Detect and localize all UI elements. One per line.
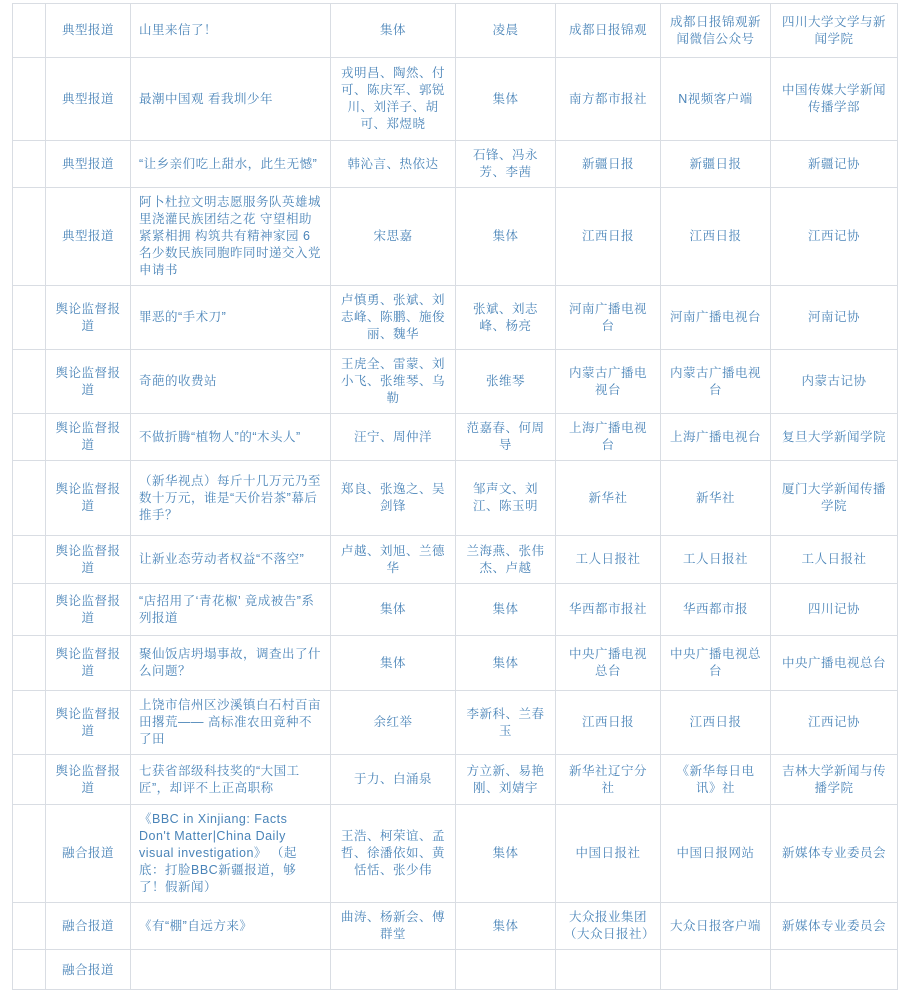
- table-row: [13, 584, 898, 636]
- authors-cell: 韩沁言、热依达: [331, 141, 456, 188]
- title-cell: 山里来信了！: [131, 4, 331, 58]
- authors-cell: 集体: [331, 636, 456, 691]
- index-cell: [13, 536, 46, 584]
- publisher-cell: 江西日报: [556, 691, 661, 755]
- category-cell: 融合报道: [46, 903, 131, 950]
- table-row: [13, 58, 898, 141]
- category-cell: 典型报道: [46, 141, 131, 188]
- publisher-cell: 成都日报锦观: [556, 4, 661, 58]
- publisher-cell: 南方都市报社: [556, 58, 661, 141]
- category-cell: 舆论监督报道: [46, 414, 131, 461]
- recommender-cell: 江西记协: [771, 691, 898, 755]
- recommender-cell: 四川大学文学与新闻学院: [771, 4, 898, 58]
- editors-cell: 李新科、兰春玉: [456, 691, 556, 755]
- publisher-cell: 中国日报社: [556, 805, 661, 903]
- editors-cell: [456, 950, 556, 990]
- index-cell: [13, 188, 46, 286]
- title-cell: 罪恶的“手术刀”: [131, 286, 331, 350]
- table-row: [13, 188, 898, 286]
- publisher-cell: 中央广播电视总台: [556, 636, 661, 691]
- table-row: [13, 691, 898, 755]
- publisher-cell: 工人日报社: [556, 536, 661, 584]
- authors-cell: 卢慎勇、张斌、刘志峰、陈鹏、施俊丽、魏华: [331, 286, 456, 350]
- editors-cell: 石锋、冯永芳、李茜: [456, 141, 556, 188]
- recommender-cell: 新媒体专业委员会: [771, 805, 898, 903]
- title-cell: 聚仙饭店坍塌事故，调查出了什么问题？: [131, 636, 331, 691]
- editors-cell: 集体: [456, 903, 556, 950]
- title-cell: “让乡亲们吃上甜水，此生无憾”: [131, 141, 331, 188]
- recommender-cell: 厦门大学新闻传播学院: [771, 461, 898, 536]
- table-row: [13, 636, 898, 691]
- category-cell: 舆论监督报道: [46, 286, 131, 350]
- publisher-cell: [556, 950, 661, 990]
- table-row: [13, 414, 898, 461]
- editors-cell: 张维琴: [456, 350, 556, 414]
- editors-cell: 集体: [456, 584, 556, 636]
- publisher-cell: 河南广播电视台: [556, 286, 661, 350]
- authors-cell: 于力、白涌泉: [331, 755, 456, 805]
- publisher-cell: 内蒙古广播电视台: [556, 350, 661, 414]
- platform-cell: 成都日报锦观新闻微信公众号: [661, 4, 771, 58]
- index-cell: [13, 141, 46, 188]
- title-cell: 最潮中国观 看我圳少年: [131, 58, 331, 141]
- recommender-cell: 复旦大学新闻学院: [771, 414, 898, 461]
- authors-cell: 集体: [331, 4, 456, 58]
- title-cell: “店招用了‘青花椒’ 竟成被告”系列报道: [131, 584, 331, 636]
- publisher-cell: 江西日报: [556, 188, 661, 286]
- editors-cell: 邹声文、刘江、陈玉明: [456, 461, 556, 536]
- index-cell: [13, 903, 46, 950]
- platform-cell: N视频客户端: [661, 58, 771, 141]
- recommender-cell: 新媒体专业委员会: [771, 903, 898, 950]
- authors-cell: 集体: [331, 584, 456, 636]
- platform-cell: 中央广播电视总台: [661, 636, 771, 691]
- index-cell: [13, 286, 46, 350]
- index-cell: [13, 691, 46, 755]
- editors-cell: 张斌、刘志峰、杨亮: [456, 286, 556, 350]
- index-cell: [13, 950, 46, 990]
- category-cell: 舆论监督报道: [46, 350, 131, 414]
- category-cell: 典型报道: [46, 4, 131, 58]
- title-cell: 七获省部级科技奖的“大国工匠”，却评不上正高职称: [131, 755, 331, 805]
- title-cell: 不做折腾“植物人”的“木头人”: [131, 414, 331, 461]
- publisher-cell: 大众报业集团（大众日报社）: [556, 903, 661, 950]
- platform-cell: 新疆日报: [661, 141, 771, 188]
- editors-cell: 集体: [456, 805, 556, 903]
- platform-cell: 工人日报社: [661, 536, 771, 584]
- platform-cell: [661, 950, 771, 990]
- platform-cell: 大众日报客户端: [661, 903, 771, 950]
- authors-cell: 卢越、刘旭、兰德华: [331, 536, 456, 584]
- editors-cell: 范嘉春、何周导: [456, 414, 556, 461]
- table-row: [13, 536, 898, 584]
- table-body: [13, 4, 898, 990]
- authors-cell: 宋思嘉: [331, 188, 456, 286]
- authors-cell: [331, 950, 456, 990]
- publisher-cell: 新华社: [556, 461, 661, 536]
- index-cell: [13, 58, 46, 141]
- index-cell: [13, 805, 46, 903]
- editors-cell: 集体: [456, 636, 556, 691]
- title-cell: 《BBC in Xinjiang: Facts Don't Matter|China Daily visual investigation》 （起底：打脸BBC新疆报道，够了！假新闻）: [131, 805, 331, 903]
- editors-cell: 集体: [456, 188, 556, 286]
- table-row: [13, 350, 898, 414]
- authors-cell: 戎明昌、陶然、付可、陈庆军、郭锐川、刘洋子、胡可、郑煜晓: [331, 58, 456, 141]
- title-cell: [131, 950, 331, 990]
- authors-cell: 余红举: [331, 691, 456, 755]
- platform-cell: 上海广播电视台: [661, 414, 771, 461]
- table-row: [13, 755, 898, 805]
- platform-cell: 江西日报: [661, 188, 771, 286]
- category-cell: 舆论监督报道: [46, 755, 131, 805]
- recommender-cell: 中国传媒大学新闻传播学部: [771, 58, 898, 141]
- publisher-cell: 华西都市报社: [556, 584, 661, 636]
- index-cell: [13, 414, 46, 461]
- editors-cell: 方立新、易艳刚、刘婧宇: [456, 755, 556, 805]
- table-row: [13, 950, 898, 990]
- award-winners-table: [12, 3, 898, 990]
- table-row: [13, 286, 898, 350]
- title-cell: 《有“棚”自远方来》: [131, 903, 331, 950]
- authors-cell: 郑良、张逸之、吴剑锋: [331, 461, 456, 536]
- recommender-cell: 工人日报社: [771, 536, 898, 584]
- category-cell: 融合报道: [46, 805, 131, 903]
- index-cell: [13, 584, 46, 636]
- table-row: [13, 461, 898, 536]
- category-cell: 典型报道: [46, 188, 131, 286]
- index-cell: [13, 350, 46, 414]
- award-winners-page: [0, 3, 900, 977]
- editors-cell: 兰海燕、张伟杰、卢越: [456, 536, 556, 584]
- recommender-cell: 江西记协: [771, 188, 898, 286]
- title-cell: 阿卜杜拉文明志愿服务队英雄城里浇灌民族团结之花 守望相助紧紧相拥 构筑共有精神家园 6名少数民族同胞昨同时递交入党申请书: [131, 188, 331, 286]
- recommender-cell: 吉林大学新闻与传播学院: [771, 755, 898, 805]
- publisher-cell: 新疆日报: [556, 141, 661, 188]
- category-cell: 舆论监督报道: [46, 536, 131, 584]
- platform-cell: 《新华每日电讯》社: [661, 755, 771, 805]
- platform-cell: 华西都市报: [661, 584, 771, 636]
- recommender-cell: 四川记协: [771, 584, 898, 636]
- platform-cell: 中国日报网站: [661, 805, 771, 903]
- recommender-cell: 中央广播电视总台: [771, 636, 898, 691]
- publisher-cell: 新华社辽宁分社: [556, 755, 661, 805]
- category-cell: 舆论监督报道: [46, 636, 131, 691]
- title-cell: 奇葩的收费站: [131, 350, 331, 414]
- platform-cell: 内蒙古广播电视台: [661, 350, 771, 414]
- index-cell: [13, 636, 46, 691]
- platform-cell: 新华社: [661, 461, 771, 536]
- title-cell: （新华视点）每斤十几万元乃至数十万元，谁是“天价岩茶”幕后推手？: [131, 461, 331, 536]
- authors-cell: 王虎全、雷蒙、刘小飞、张维琴、乌勒: [331, 350, 456, 414]
- title-cell: 让新业态劳动者权益“不落空”: [131, 536, 331, 584]
- table-row: [13, 903, 898, 950]
- index-cell: [13, 461, 46, 536]
- editors-cell: 集体: [456, 58, 556, 141]
- category-cell: 舆论监督报道: [46, 461, 131, 536]
- category-cell: 舆论监督报道: [46, 584, 131, 636]
- category-cell: 舆论监督报道: [46, 691, 131, 755]
- authors-cell: 曲涛、杨新会、傅群堂: [331, 903, 456, 950]
- recommender-cell: [771, 950, 898, 990]
- platform-cell: 江西日报: [661, 691, 771, 755]
- category-cell: 融合报道: [46, 950, 131, 990]
- platform-cell: 河南广播电视台: [661, 286, 771, 350]
- table-row: [13, 4, 898, 58]
- table-row: [13, 141, 898, 188]
- table-row: [13, 805, 898, 903]
- category-cell: 典型报道: [46, 58, 131, 141]
- recommender-cell: 内蒙古记协: [771, 350, 898, 414]
- authors-cell: 汪宁、周仲洋: [331, 414, 456, 461]
- recommender-cell: 河南记协: [771, 286, 898, 350]
- publisher-cell: 上海广播电视台: [556, 414, 661, 461]
- index-cell: [13, 4, 46, 58]
- authors-cell: 王浩、柯荣谊、孟哲、徐潘依如、黄恬恬、张少伟: [331, 805, 456, 903]
- title-cell: 上饶市信州区沙溪镇白石村百亩田撂荒—— 高标准农田竟种不了田: [131, 691, 331, 755]
- editors-cell: 凌晨: [456, 4, 556, 58]
- recommender-cell: 新疆记协: [771, 141, 898, 188]
- index-cell: [13, 755, 46, 805]
